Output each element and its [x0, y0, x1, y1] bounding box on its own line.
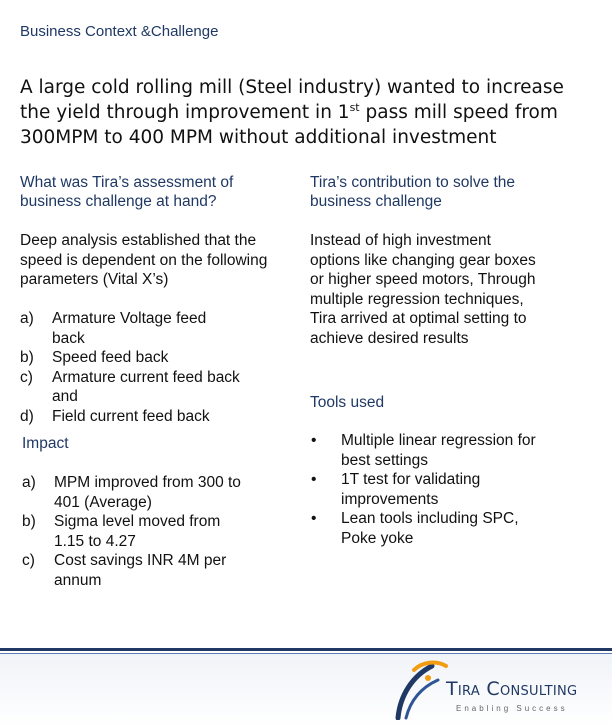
bullet-marker: •: [311, 510, 317, 527]
headline-superscript: st: [349, 100, 360, 114]
headline-part2: pass mill speed from 300MPM to 400 MPM without additional investment: [20, 102, 558, 148]
list-item-text: Lean tools including SPC, Poke yoke: [341, 510, 519, 547]
headline-part1: A large cold rolling mill (Steel industry) wanted to increase the yield through improvement in 1: [20, 77, 564, 123]
headline: [20, 75, 600, 150]
list-marker: c): [20, 368, 33, 386]
assessment-list: [20, 309, 242, 426]
list-item: [20, 407, 242, 427]
list-item-text: Speed feed back: [52, 349, 169, 366]
bullet-marker: •: [311, 432, 317, 449]
list-item: [20, 309, 242, 348]
list-item-text: 1T test for validating improvements: [341, 471, 481, 508]
list-item: [310, 509, 545, 548]
assessment-heading: What was Tira’s assessment of business challenge at hand?: [20, 174, 234, 210]
impact-heading: Impact: [22, 435, 69, 452]
section-title: Business Context &Challenge: [20, 23, 219, 40]
company-tagline: Enabling Success: [456, 704, 568, 713]
list-item-text: Armature current feed back and: [52, 368, 240, 405]
company-name: Tira Consulting: [446, 678, 578, 700]
contribution-body: Instead of high investment options like changing gear boxes or higher speed motors, Through multiple regression techniques, Tira arrived at optimal setting to achieve desired results: [310, 232, 536, 347]
list-marker: b): [22, 513, 36, 530]
footer-divider: [0, 648, 612, 651]
list-item-text: Cost savings INR 4M per annum: [54, 552, 227, 589]
list-marker: d): [20, 407, 34, 425]
list-marker: b): [20, 349, 34, 366]
list-item-text: Multiple linear regression for best settings: [341, 432, 536, 469]
contribution-heading: Tira’s contribution to solve the business challenge: [310, 174, 516, 210]
assessment-intro: Deep analysis established that the speed is dependent on the following parameters (Vital X’s): [20, 232, 268, 288]
list-item: [22, 551, 242, 590]
list-item: [20, 368, 242, 407]
list-item-text: Armature Voltage feed back: [52, 310, 207, 347]
list-marker: a): [22, 474, 36, 491]
list-item: [310, 431, 545, 470]
list-item: [20, 348, 242, 368]
list-item-text: MPM improved from 300 to 401 (Average): [54, 474, 241, 511]
list-marker: a): [20, 310, 34, 327]
list-item: [22, 512, 242, 551]
list-marker: c): [22, 552, 35, 569]
footer-divider-thin: [0, 653, 612, 654]
list-item: [22, 473, 242, 512]
bullet-marker: •: [311, 471, 317, 488]
tools-list: [310, 431, 545, 548]
list-item-text: Sigma level moved from 1.15 to 4.27: [54, 513, 221, 550]
tira-logo-icon: [392, 658, 450, 720]
tools-heading: Tools used: [310, 394, 385, 411]
list-item: [310, 470, 545, 509]
list-item-text: Field current feed back: [52, 407, 210, 425]
impact-list: [22, 473, 242, 590]
